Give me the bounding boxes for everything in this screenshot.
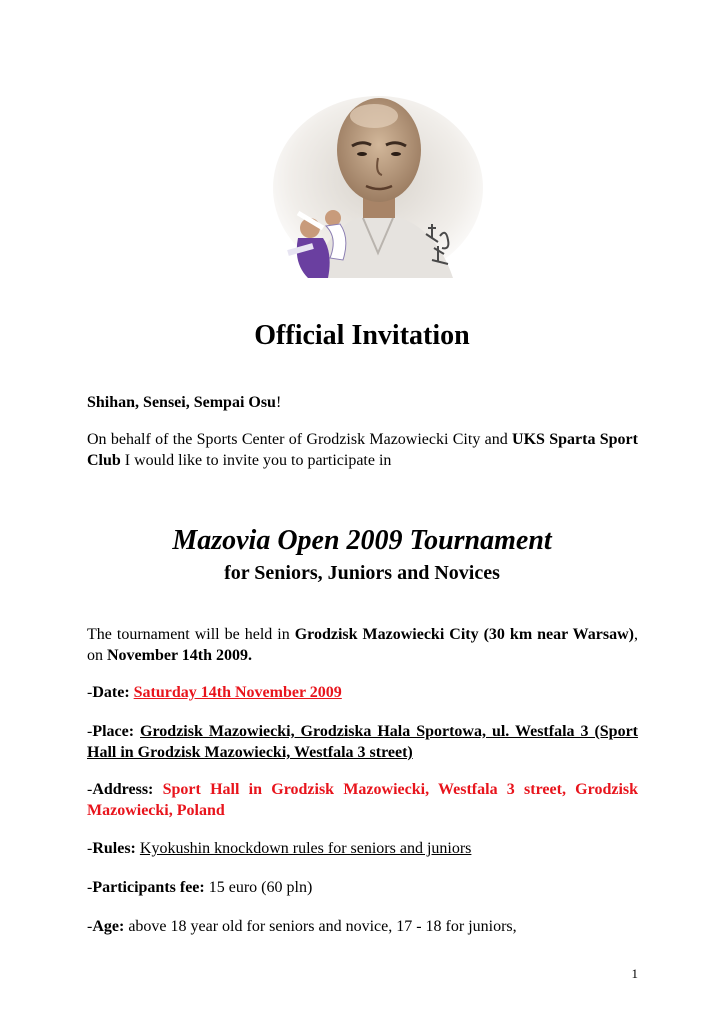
place-label: Place: [92, 723, 135, 740]
page-title: Official Invitation [254, 320, 470, 351]
age-line [87, 916, 638, 937]
fee-line [87, 877, 638, 898]
held-text-1: The tournament will be held in [87, 626, 295, 643]
page-number: 1 [631, 966, 638, 981]
place-value: Grodzisk Mazowiecki, Grodziska Hala Sportowa, ul. Westfala 3 (Sport Hall in Grodzisk Mazowiecki, Westfala 3 street) [87, 723, 639, 761]
greeting-text: Shihan, Sensei, Sempai Osu [87, 394, 276, 411]
held-location: Grodzisk Mazowiecki City (30 km near Warsaw) [294, 626, 634, 643]
rules-line [87, 838, 638, 859]
fee-label: Participants fee: [92, 879, 205, 896]
date-value: Saturday 14th November 2009 [133, 684, 342, 701]
place-dash: - [87, 723, 93, 740]
fee-value: 15 euro (60 pln) [208, 879, 313, 896]
rules-dash: - [87, 840, 93, 857]
age-dash: - [87, 918, 93, 935]
greeting [87, 392, 638, 413]
address-line [87, 779, 638, 821]
held-paragraph [87, 624, 638, 666]
intro-text-1: On behalf of the Sports Center of Grodzisk Mazowiecki City and [87, 431, 513, 448]
date-dash: - [87, 684, 93, 701]
fee-dash: - [87, 879, 93, 896]
age-label: Age: [92, 918, 125, 935]
rules-label: Rules: [92, 840, 136, 857]
intro-paragraph [87, 429, 638, 471]
address-value: Sport Hall in Grodzisk Mazowiecki, Westfala 3 street, Grodzisk Mazowiecki, Poland [87, 781, 639, 819]
place-line [87, 721, 638, 763]
greeting-punct: ! [275, 394, 282, 411]
date-line [87, 682, 638, 703]
date-label: Date: [92, 684, 130, 701]
tournament-subtitle: for Seniors, Juniors and Novices [224, 562, 500, 584]
address-label: Address: [92, 781, 154, 798]
rules-value: Kyokushin knockdown rules for seniors and juniors [139, 840, 472, 857]
held-text-2: , on [87, 626, 638, 664]
tournament-title: Mazovia Open 2009 Tournament [172, 525, 552, 556]
karate-master-portrait-image [268, 78, 488, 278]
intro-text-2: I would like to invite you to participate in [120, 452, 392, 469]
held-date: November 14th 2009. [107, 647, 253, 664]
address-dash: - [87, 781, 93, 798]
intro-club-name: UKS Sparta Sport Club [87, 431, 638, 469]
age-value: above 18 year old for seniors and novice, 17 - 18 for juniors, [128, 918, 517, 935]
